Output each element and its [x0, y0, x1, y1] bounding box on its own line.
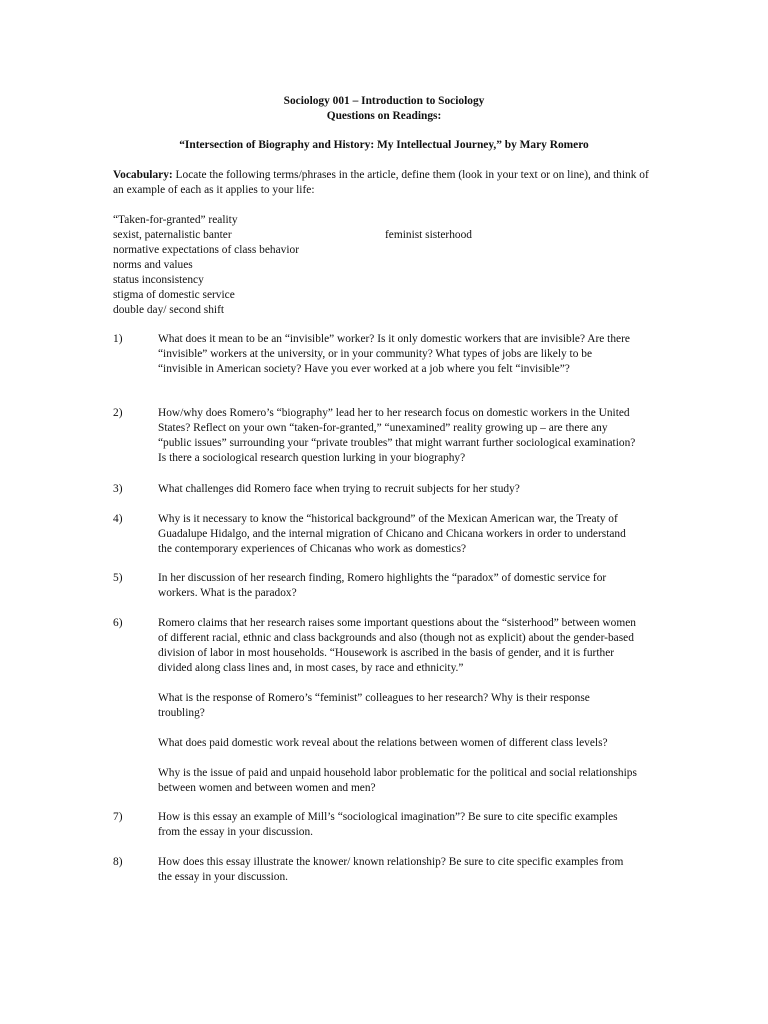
vocabulary-instructions — [113, 168, 653, 198]
vocabulary-list — [113, 213, 713, 318]
question-text: Why is it necessary to know the “historical background” of the Mexican American war, the Treaty of Guadalupe Hidalgo, and the internal migration of Chicano and Chicana workers in order to understand the contemporary experiences of Chicanas who work as domestics? — [158, 513, 626, 555]
question-number: 2) — [113, 407, 123, 419]
question-text: What challenges did Romero face when trying to recruit subjects for her study? — [158, 483, 520, 495]
vocab-term: feminist sisterhood — [385, 229, 473, 241]
question-number: 6) — [113, 617, 123, 629]
question-text: What is the response of Romero’s “feminist” colleagues to her research? Why is their response troubling? — [158, 692, 590, 719]
question-text: In her discussion of her research finding, Romero highlights the “paradox” of domestic service for workers. What is the paradox? — [158, 572, 607, 599]
question-text: How is this essay an example of Mill’s “sociological imagination”? Be sure to cite specific examples from the essay in your discussion. — [158, 811, 618, 838]
question-text: How does this essay illustrate the knower/ known relationship? Be sure to cite specific examples from the essay in your discussion. — [158, 856, 624, 883]
vocab-term: sexist, paternalistic banter — [113, 229, 232, 241]
question-text: Why is the issue of paid and unpaid household labor problematic for the political and social relationships between women and between women and men? — [158, 767, 637, 794]
question-text: How/why does Romero’s “biography” lead her to her research focus on domestic workers in the United States? Reflect on your own “taken-for-granted,” “unexamined” reality growing up – are there any “public issues” surrounding your “private troubles” that might warrant further sociological examination? Is there a sociological research question lurking in your biography? — [158, 407, 636, 464]
vocab-term: “Taken-for-granted” reality — [113, 214, 238, 226]
question-text: What does it mean to be an “invisible” worker? Is it only domestic workers that are invisible? Are there “invisible” workers at the university, or in your community? What types of jobs are likely to be “invisible in American society? Have you ever worked at a job where you felt “invisible”? — [158, 333, 630, 375]
vocab-term: stigma of domestic service — [113, 289, 235, 301]
article-title: “Intersection of Biography and History: My Intellectual Journey,” by Mary Romero — [179, 139, 589, 151]
question-text: Romero claims that her research raises some important questions about the “sisterhood” between women of different racial, ethnic and class backgrounds and also (though not as explicit) about the gender-based division of labor in most households. “Housework is ascribed in the basis of gender, and it is further divided along class lines and, in most cases, by race and ethnicity.” — [158, 617, 636, 674]
question-text: What does paid domestic work reveal about the relations between women of different class levels? — [158, 737, 608, 749]
question-number: 5) — [113, 572, 123, 584]
vocab-term: status inconsistency — [113, 274, 204, 286]
document-subtitle: Questions on Readings: — [326, 110, 442, 122]
vocabulary-label: Vocabulary: — [113, 169, 173, 181]
question-number: 7) — [113, 811, 123, 823]
question-number: 1) — [113, 333, 123, 345]
question-number: 8) — [113, 856, 123, 868]
vocabulary-text: Locate the following terms/phrases in the article, define them (look in your text or on line), and think of an example of each as it applies to your life: — [113, 169, 649, 196]
question-number: 4) — [113, 513, 123, 525]
vocab-term: norms and values — [113, 259, 193, 271]
vocab-term: double day/ second shift — [113, 304, 225, 316]
course-title: Sociology 001 – Introduction to Sociology — [283, 95, 485, 107]
vocab-term: normative expectations of class behavior — [113, 244, 299, 256]
question-number: 3) — [113, 483, 123, 495]
